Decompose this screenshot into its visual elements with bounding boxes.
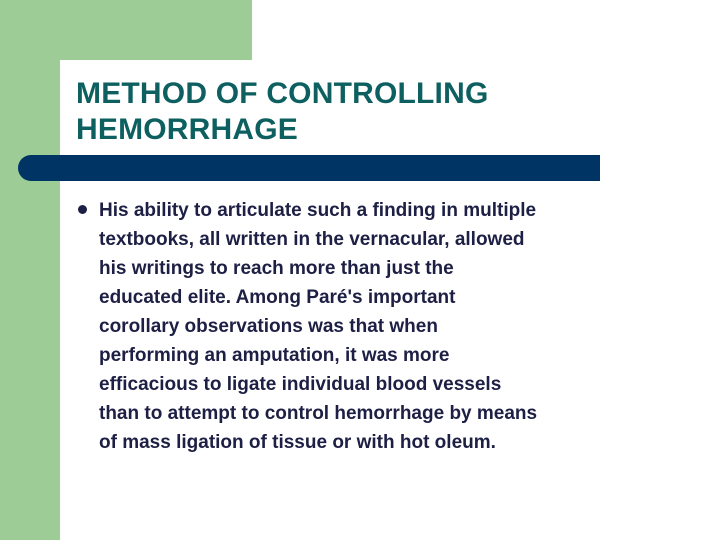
slide-title <box>76 76 696 148</box>
bullet-text-line: efficacious to ligate individual blood vessels <box>99 374 502 395</box>
green-top-block <box>0 0 252 60</box>
bullet-text-line: educated elite. Among Paré's important <box>99 287 456 308</box>
bullet-text-line: than to attempt to control hemorrhage by means <box>99 403 538 424</box>
bullet-text-line: of mass ligation of tissue or with hot oleum. <box>99 432 496 453</box>
title-divider-bar <box>18 155 600 181</box>
bullet-text-line: corollary observations was that when <box>99 316 438 337</box>
bullet-text-line: textbooks, all written in the vernacular, allowed <box>99 229 525 250</box>
green-side-bar <box>0 0 60 540</box>
slide-title-line: METHOD OF CONTROLLING <box>76 77 489 110</box>
bullet-text-line: performing an amputation, it was more <box>99 345 450 366</box>
bullet-dot-icon <box>78 205 87 214</box>
bullet-text <box>99 196 679 457</box>
bullet-text-line: His ability to articulate such a finding in multiple <box>99 200 537 221</box>
bullet-text-line: his writings to reach more than just the <box>99 258 454 279</box>
slide-title-line: HEMORRHAGE <box>76 113 299 146</box>
